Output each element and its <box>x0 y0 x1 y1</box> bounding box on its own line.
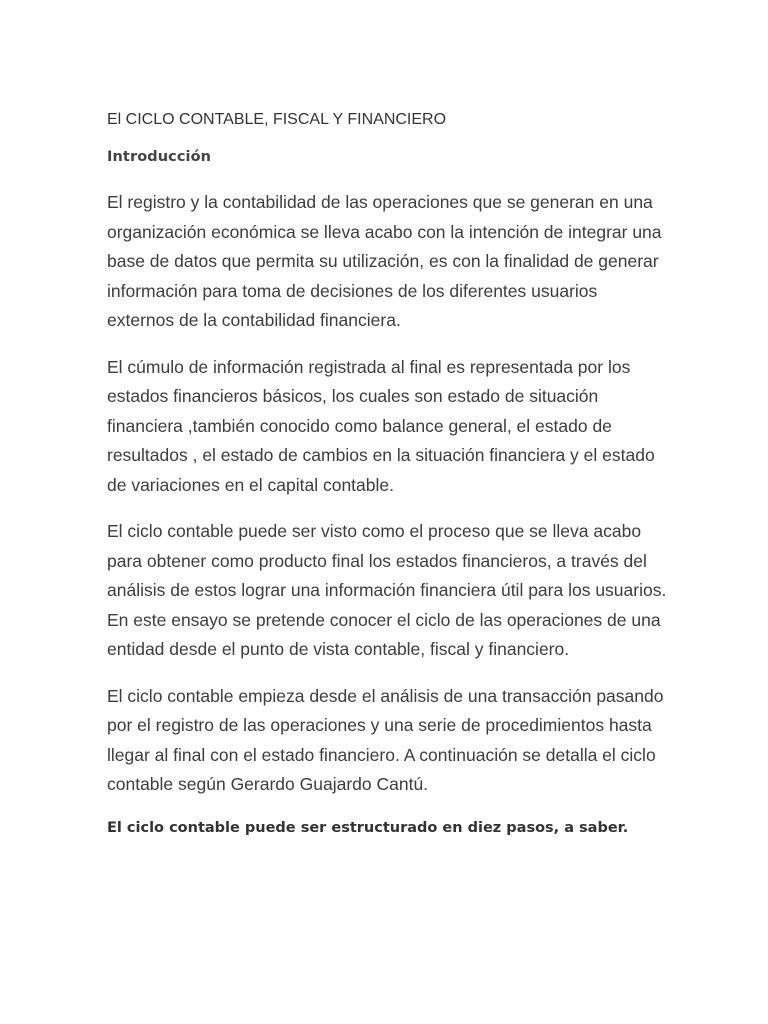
paragraph-3: El ciclo contable puede ser visto como el proceso que se lleva acabo para obtener como producto final los estados financieros, a través del análisis de estos lograr una información financiera útil para los usuarios. En este ensayo se pretende conocer el ciclo de las operaciones de una entidad desde el punto de vista contable, fiscal y financiero. <box>107 521 667 659</box>
document-title: El CICLO CONTABLE, FISCAL Y FINANCIERO <box>107 111 447 128</box>
paragraph-4: El ciclo contable empieza desde el análisis de una transacción pasando por el registro de las operaciones y una serie de procedimientos hasta llegar al final con el estado financiero. A continuación se detalla el ciclo contable según Gerardo Guajardo Cantú. <box>107 685 664 794</box>
document-page <box>107 108 667 839</box>
intro-heading: Introducción <box>107 149 212 165</box>
closing-line: El ciclo contable puede ser estructurado en diez pasos, a saber. <box>107 819 629 836</box>
paragraph-2: El cúmulo de información registrada al final es representada por los estados financieros básicos, los cuales son estado de situación financiera ,también conocido como balance general, el estado de resultados , el estado de cambios en la situación financiera y el estado de variaciones en el capital contable. <box>107 356 655 495</box>
paragraph-1: El registro y la contabilidad de las operaciones que se generan en una organización económica se lleva acabo con la intención de integrar una base de datos que permita su utilización, es con la finalidad de generar información para toma de decisiones de los diferentes usuarios externos de la contabilidad financiera. <box>107 192 662 330</box>
